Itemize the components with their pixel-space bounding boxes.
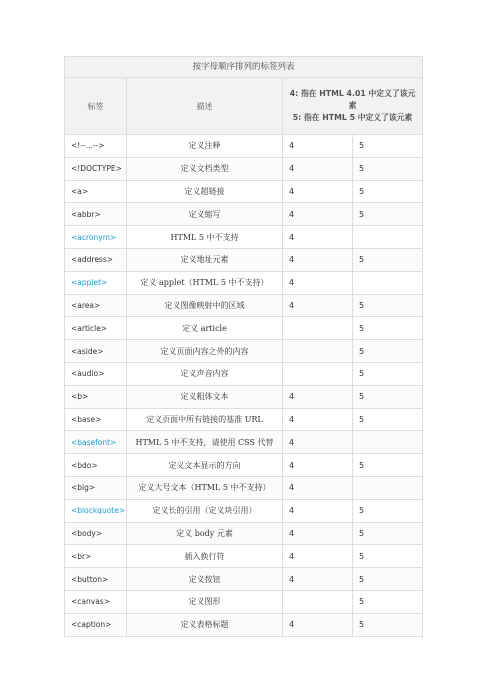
tag-cell: <area> (65, 294, 127, 317)
tag-list-document (64, 56, 422, 637)
table-body (65, 135, 423, 637)
tag-link[interactable]: <acronym> (65, 226, 127, 249)
description-cell: 定义地址元素 (127, 248, 283, 271)
html4-cell: 4 (283, 157, 353, 180)
header-tag: 标签 (65, 78, 127, 135)
table-row (65, 135, 423, 158)
table-row (65, 431, 423, 454)
description-cell: 定义缩写 (127, 203, 283, 226)
tag-cell: <br> (65, 545, 127, 568)
table-row (65, 340, 423, 363)
html4-cell: 4 (283, 613, 353, 636)
description-cell: 定义 article (127, 317, 283, 340)
description-cell: 定义图像映射中的区域 (127, 294, 283, 317)
tag-cell: <button> (65, 568, 127, 591)
html5-cell: 5 (353, 590, 423, 613)
tag-link[interactable]: <blockquote> (65, 499, 127, 522)
html5-cell (353, 476, 423, 499)
table-row (65, 545, 423, 568)
html4-cell (283, 340, 353, 363)
tag-cell: <article> (65, 317, 127, 340)
header-versions-line-1: 4: 指在 HTML 4.01 中定义了该元素 (289, 89, 416, 110)
table-row (65, 499, 423, 522)
tag-cell: <big> (65, 476, 127, 499)
html4-cell: 4 (283, 454, 353, 477)
html4-cell: 4 (283, 568, 353, 591)
table-row (65, 476, 423, 499)
html5-cell: 5 (353, 317, 423, 340)
table-row (65, 613, 423, 636)
description-cell: 定义页面内容之外的内容 (127, 340, 283, 363)
description-cell: 定义长的引用（定义块引用） (127, 499, 283, 522)
html4-cell: 4 (283, 271, 353, 294)
tag-link[interactable]: <applet> (65, 271, 127, 294)
html5-cell: 5 (353, 203, 423, 226)
tag-cell: <address> (65, 248, 127, 271)
tag-cell: <body> (65, 522, 127, 545)
html4-cell: 4 (283, 248, 353, 271)
html4-cell: 4 (283, 545, 353, 568)
html4-cell: 4 (283, 203, 353, 226)
html5-cell: 5 (353, 613, 423, 636)
tag-cell: <base> (65, 408, 127, 431)
tag-cell: <b> (65, 385, 127, 408)
table-row (65, 180, 423, 203)
html5-cell: 5 (353, 408, 423, 431)
description-cell: HTML 5 中不支持 (127, 226, 283, 249)
tag-cell: <bdo> (65, 454, 127, 477)
table-title-row (65, 57, 423, 78)
tag-link[interactable]: <basefont> (65, 431, 127, 454)
html4-cell: 4 (283, 226, 353, 249)
html4-cell: 4 (283, 408, 353, 431)
table-row (65, 203, 423, 226)
html5-cell: 5 (353, 180, 423, 203)
html5-cell (353, 271, 423, 294)
description-cell: 定义注释 (127, 135, 283, 158)
description-cell: 定义表格标题 (127, 613, 283, 636)
description-cell: 定义超链接 (127, 180, 283, 203)
table-row (65, 408, 423, 431)
html4-cell: 4 (283, 522, 353, 545)
table-header-row (65, 78, 423, 135)
description-cell: 定义页面中所有链接的基准 URL (127, 408, 283, 431)
html4-cell: 4 (283, 431, 353, 454)
description-cell: 定义图形 (127, 590, 283, 613)
table-row (65, 385, 423, 408)
table-row (65, 454, 423, 477)
html4-cell: 4 (283, 135, 353, 158)
table-row (65, 157, 423, 180)
table-row (65, 317, 423, 340)
html4-cell: 4 (283, 294, 353, 317)
html5-cell: 5 (353, 157, 423, 180)
html5-cell: 5 (353, 499, 423, 522)
description-cell: 定义按钮 (127, 568, 283, 591)
html5-cell: 5 (353, 135, 423, 158)
html5-cell (353, 226, 423, 249)
header-description: 描述 (127, 78, 283, 135)
html4-cell: 4 (283, 385, 353, 408)
tag-cell: <abbr> (65, 203, 127, 226)
description-cell: 定义文档类型 (127, 157, 283, 180)
table-row (65, 362, 423, 385)
description-cell: 插入换行符 (127, 545, 283, 568)
table-row (65, 568, 423, 591)
description-cell: 定义 applet（HTML 5 中不支持） (127, 271, 283, 294)
html5-cell: 5 (353, 454, 423, 477)
description-cell: 定义声音内容 (127, 362, 283, 385)
html4-cell (283, 317, 353, 340)
description-cell: HTML 5 中不支持，请使用 CSS 代替 (127, 431, 283, 454)
html4-cell (283, 362, 353, 385)
tag-cell: <caption> (65, 613, 127, 636)
description-cell: 定义大号文本（HTML 5 中不支持） (127, 476, 283, 499)
tag-cell: <canvas> (65, 590, 127, 613)
tag-cell: <a> (65, 180, 127, 203)
html5-cell: 5 (353, 385, 423, 408)
html5-cell: 5 (353, 294, 423, 317)
html5-cell: 5 (353, 362, 423, 385)
table-row (65, 294, 423, 317)
tag-cell: <!--...--> (65, 135, 127, 158)
html4-cell: 4 (283, 499, 353, 522)
description-cell: 定义 body 元素 (127, 522, 283, 545)
description-cell: 定义文本显示的方向 (127, 454, 283, 477)
html4-cell (283, 590, 353, 613)
description-cell: 定义粗体文本 (127, 385, 283, 408)
html5-cell: 5 (353, 248, 423, 271)
html5-cell: 5 (353, 545, 423, 568)
table-row (65, 226, 423, 249)
html5-cell: 5 (353, 522, 423, 545)
table-row (65, 248, 423, 271)
html4-cell: 4 (283, 180, 353, 203)
html5-cell (353, 431, 423, 454)
html4-cell: 4 (283, 476, 353, 499)
html5-cell: 5 (353, 340, 423, 363)
table-row (65, 522, 423, 545)
tag-cell: <audio> (65, 362, 127, 385)
tag-cell: <!DOCTYPE> (65, 157, 127, 180)
tag-cell: <aside> (65, 340, 127, 363)
tag-table (64, 56, 423, 637)
table-row (65, 590, 423, 613)
header-versions (283, 78, 423, 135)
header-versions-line-2: 5: 指在 HTML 5 中定义了该元素 (292, 113, 413, 122)
html5-cell: 5 (353, 568, 423, 591)
table-row (65, 271, 423, 294)
table-title: 按字母顺序排列的标签列表 (65, 57, 423, 78)
